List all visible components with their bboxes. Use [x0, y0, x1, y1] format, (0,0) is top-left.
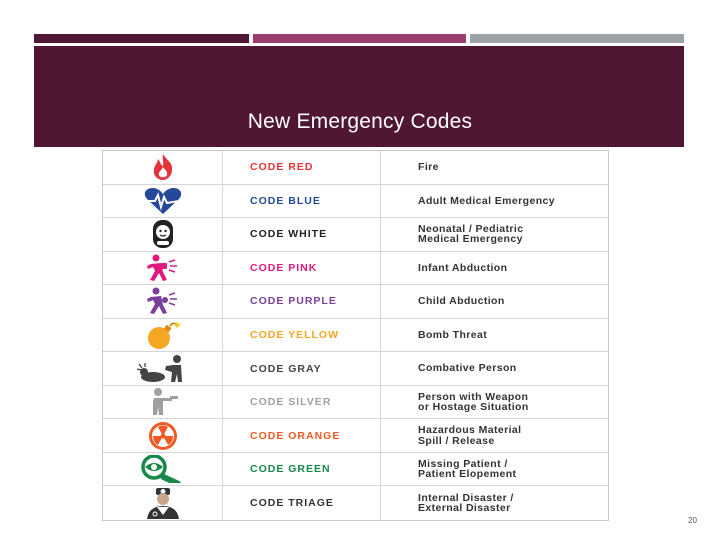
doctor-icon	[103, 486, 223, 520]
table-row	[103, 352, 608, 386]
code-description: Missing Patient / Patient Elopement	[418, 457, 517, 481]
table-row	[103, 453, 608, 487]
code-description: Internal Disaster / External Disaster	[418, 491, 514, 515]
code-description: Hazardous Material Spill / Release	[418, 424, 522, 447]
code-name: CODE TRIAGE	[223, 486, 381, 520]
table-row	[103, 419, 608, 453]
code-description: Child Abduction	[418, 295, 505, 308]
code-name: CODE PURPLE	[223, 285, 381, 318]
code-description: Person with Weapon or Hostage Situation	[418, 390, 529, 414]
code-name: CODE GREEN	[223, 453, 381, 486]
code-description: Adult Medical Emergency	[418, 194, 555, 207]
heart-pulse-icon	[103, 185, 223, 218]
code-description: Combative Person	[418, 362, 517, 375]
running-child-pink-icon	[103, 252, 223, 285]
code-name: CODE GRAY	[223, 352, 381, 385]
code-name: CODE YELLOW	[223, 319, 381, 352]
code-name: CODE SILVER	[223, 386, 381, 419]
code-name: CODE WHITE	[223, 218, 381, 251]
fire-icon	[103, 151, 223, 184]
bomb-icon	[103, 319, 223, 352]
code-name: CODE RED	[223, 151, 381, 184]
accent-bar-middle	[253, 34, 466, 43]
table-row	[103, 386, 608, 420]
code-description: Neonatal / Pediatric Medical Emergency	[418, 222, 524, 246]
fight-icon	[103, 352, 223, 385]
code-description: Infant Abduction	[418, 261, 508, 274]
accent-bar-left	[34, 34, 249, 43]
code-name: CODE BLUE	[223, 185, 381, 218]
table-row	[103, 185, 608, 219]
table-row	[103, 218, 608, 252]
table-row	[103, 151, 608, 185]
code-name: CODE PINK	[223, 252, 381, 285]
radiation-icon	[103, 419, 223, 452]
table-row	[103, 252, 608, 286]
code-description: Bomb Threat	[418, 328, 488, 341]
emergency-codes-table	[102, 150, 609, 521]
magnifier-eye-icon	[103, 453, 223, 486]
page-number: 20	[688, 516, 697, 525]
gunman-icon	[103, 386, 223, 419]
page-title: New Emergency Codes	[247, 110, 473, 133]
running-child-purple-icon	[103, 285, 223, 318]
infant-icon	[103, 218, 223, 251]
accent-bar-right	[470, 34, 684, 43]
table-row	[103, 285, 608, 319]
code-description: Fire	[418, 161, 439, 174]
code-name: CODE ORANGE	[223, 419, 381, 452]
table-row	[103, 486, 608, 520]
table-row	[103, 319, 608, 353]
